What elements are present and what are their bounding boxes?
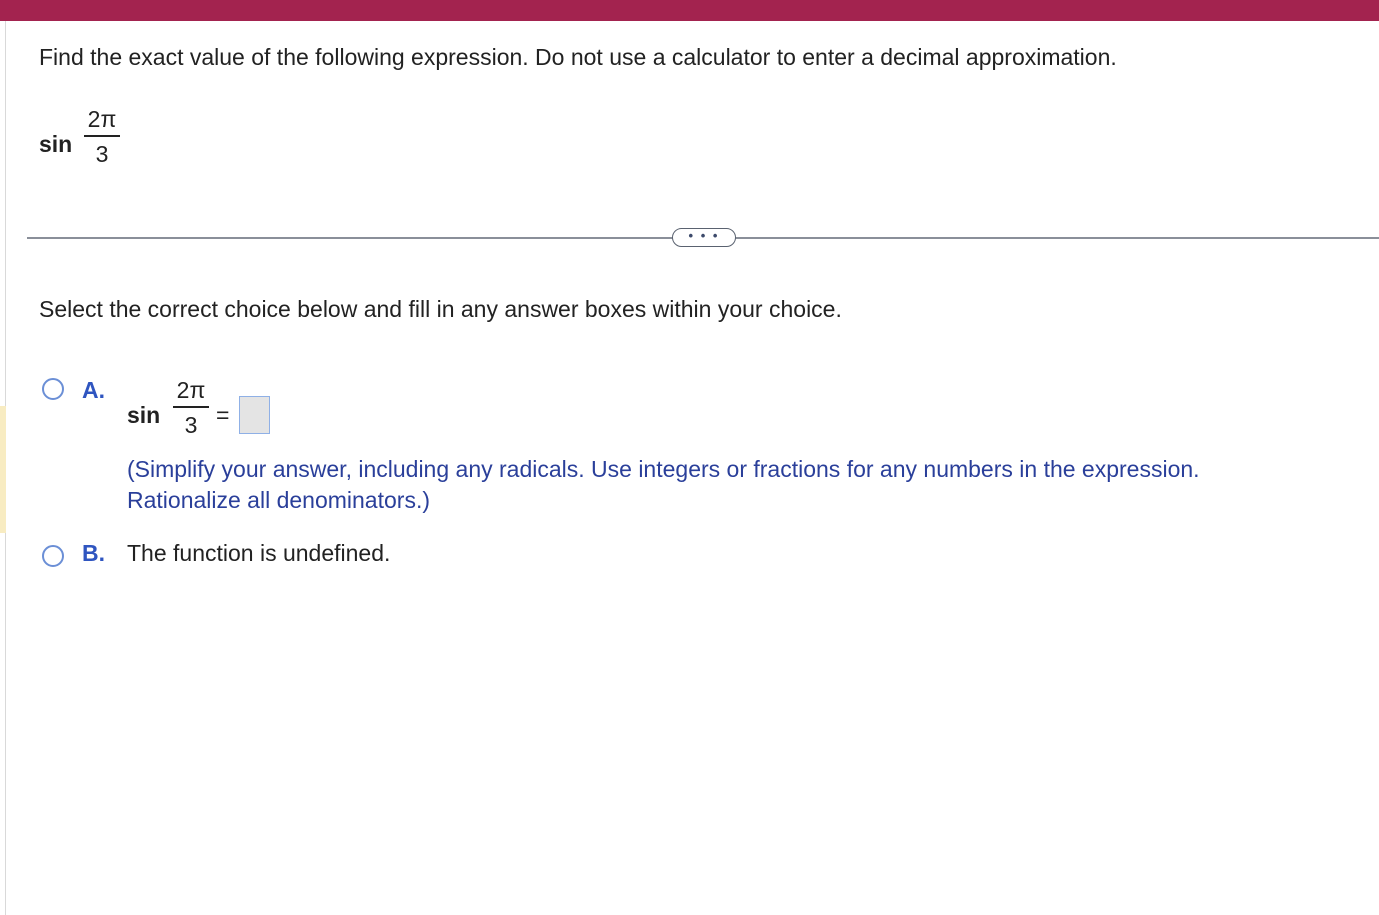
select-prompt: Select the correct choice below and fill in any answer boxes within your choice. (39, 296, 842, 322)
choice-b-text[interactable]: The function is undefined. (127, 540, 391, 566)
choice-a-highlight (0, 406, 6, 533)
hint-line-1: (Simplify your answer, including any radicals. Use integers or fractions for any numbers in the expression. (127, 456, 1200, 482)
question-numerator: 2π (87, 106, 117, 132)
choice-a-denominator: 3 (184, 411, 198, 438)
choice-a-letter[interactable]: A. (82, 377, 105, 403)
choice-b-radio[interactable] (42, 545, 64, 567)
choice-b-letter[interactable]: B. (82, 540, 105, 566)
choice-a-function: sin (127, 402, 161, 428)
more-options-button[interactable]: • • • (672, 228, 736, 247)
question-fraction (84, 105, 120, 168)
fraction-bar (173, 406, 209, 408)
choice-a-radio[interactable] (42, 378, 64, 400)
choice-a-equals: = (216, 402, 230, 428)
answer-input-box[interactable] (239, 396, 270, 434)
hint-line-2: Rationalize all denominators.) (127, 487, 430, 513)
choice-a-hint (127, 454, 1200, 516)
choice-a-fraction (173, 376, 209, 439)
fraction-bar (84, 135, 120, 137)
top-brand-bar (0, 0, 1379, 21)
question-function: sin (39, 131, 73, 157)
question-denominator: 3 (95, 140, 109, 167)
choice-a-numerator: 2π (176, 377, 206, 403)
question-instruction: Find the exact value of the following expression. Do not use a calculator to enter a decimal approximation. (39, 44, 1117, 70)
